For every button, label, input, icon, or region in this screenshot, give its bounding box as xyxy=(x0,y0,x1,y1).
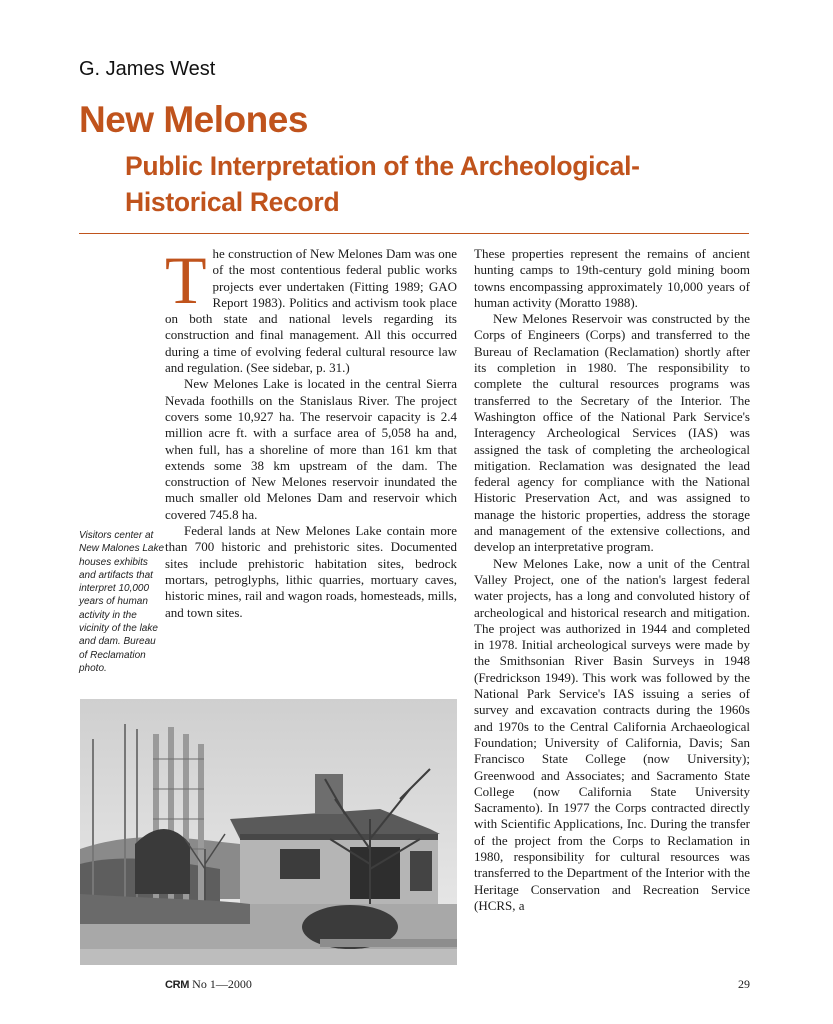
paragraph: New Melones Lake, now a unit of the Central Valley Project, one of the nation's largest federal water projects, has a long and convoluted history of archeological and historical research and mitigation. The project was authorized in 1944 and completed in 1978. Initial archeological surveys were made by the Smithsonian River Basin Surveys in 1948 (Fredrickson 1949). This work was followed by the National Park Service's IAS issuing a series of survey and excavation contracts during the 1960s and 1970s to the Central California Archaeological Foundation; University of California, Davis; San Francisco State College (now University); Greenwood and Associates; and Sacramento State College (now California State University Sacramento). In 1977 the Corps contracted directly with Scientific Applications, Inc. During the transfer of the project from the Corps to Reclamation in 1980, responsibility for cultural resources was transferred to the Department of the Interior with the Heritage Conservation and Recreation Service (HCRS, a xyxy=(474,555,750,913)
body-column-1 xyxy=(165,242,457,621)
paragraph-text: he construction of New Melones Dam was one of the most contentious federal public works projects ever undertaken (Fitting 1989; GAO Report 1983). Politics and activism took place on both state and national levels regarding its construction and final management. All this occurred during a time of evolving federal cultural resource law and regulation. (See sidebar, p. 31.) xyxy=(165,246,457,376)
paragraph: Federal lands at New Melones Lake contain more than 700 historic and prehistoric sites. Documented sites include prehistoric habitation sites, bedrock mortars, petroglyphs, lithic quarries, mortuary caves, historic mines, rail and wagon roads, homesteads, mills, and town sites. xyxy=(165,523,457,620)
article-subtitle: Public Interpretation of the Archeological-Historical Record xyxy=(125,151,640,217)
drop-cap: T xyxy=(165,242,207,318)
paragraph: These properties represent the remains of ancient hunting camps to 19th-century gold mining boom towns encompassing approximately 10,000 years of human activity (Moratto 1988). xyxy=(474,246,750,310)
paragraph: New Melones Lake is located in the central Sierra Nevada foothills on the Stanislaus River. The project covers some 10,927 ha. The reservoir capacity is 2.4 million acre ft. with a surface area of 5,058 ha and, when full, has a shoreline of more than 161 km that extends some 38 km upstream of the dam. The construction of New Melones reservoir inundated the much smaller old Melones Dam and reservoir which covered 745.8 ha. xyxy=(165,376,457,522)
header-divider xyxy=(79,233,749,234)
journal-name: CRM xyxy=(165,979,190,991)
body-column-2 xyxy=(474,246,750,914)
article-title: New Melones xyxy=(79,99,308,140)
photo-caption: Visitors center at New Malones Lake houses exhibits and artifacts that interpret 10,000 years of human activity in the vicinity of the lake and dam. Bureau of Reclamation photo. xyxy=(79,530,165,674)
page-number: 29 xyxy=(738,977,750,991)
issue-number: No 1—2000 xyxy=(192,977,252,991)
page-footer xyxy=(165,977,750,992)
paragraph: New Melones Reservoir was constructed by the Corps of Engineers (Corps) and transferred to the Bureau of Reclamation (Reclamation) shortly after its completion in 1980. The responsibility to complete the cultural resources programs was transferred to the Secretary of the Interior. The Washington office of the National Park Service's Interagency Archeological Services (IAS) was assigned the task of completing the archeological mitigation. Reclamation was designated the lead federal agency for compliance with the National Historic Preservation Act, and was assigned to manage the historic properties, address the storage and management of the extensive collections, and develop an interpretative program. xyxy=(474,311,750,555)
visitors-center-photo xyxy=(80,699,457,965)
paragraph xyxy=(165,242,457,376)
author-name: G. James West xyxy=(79,58,216,80)
